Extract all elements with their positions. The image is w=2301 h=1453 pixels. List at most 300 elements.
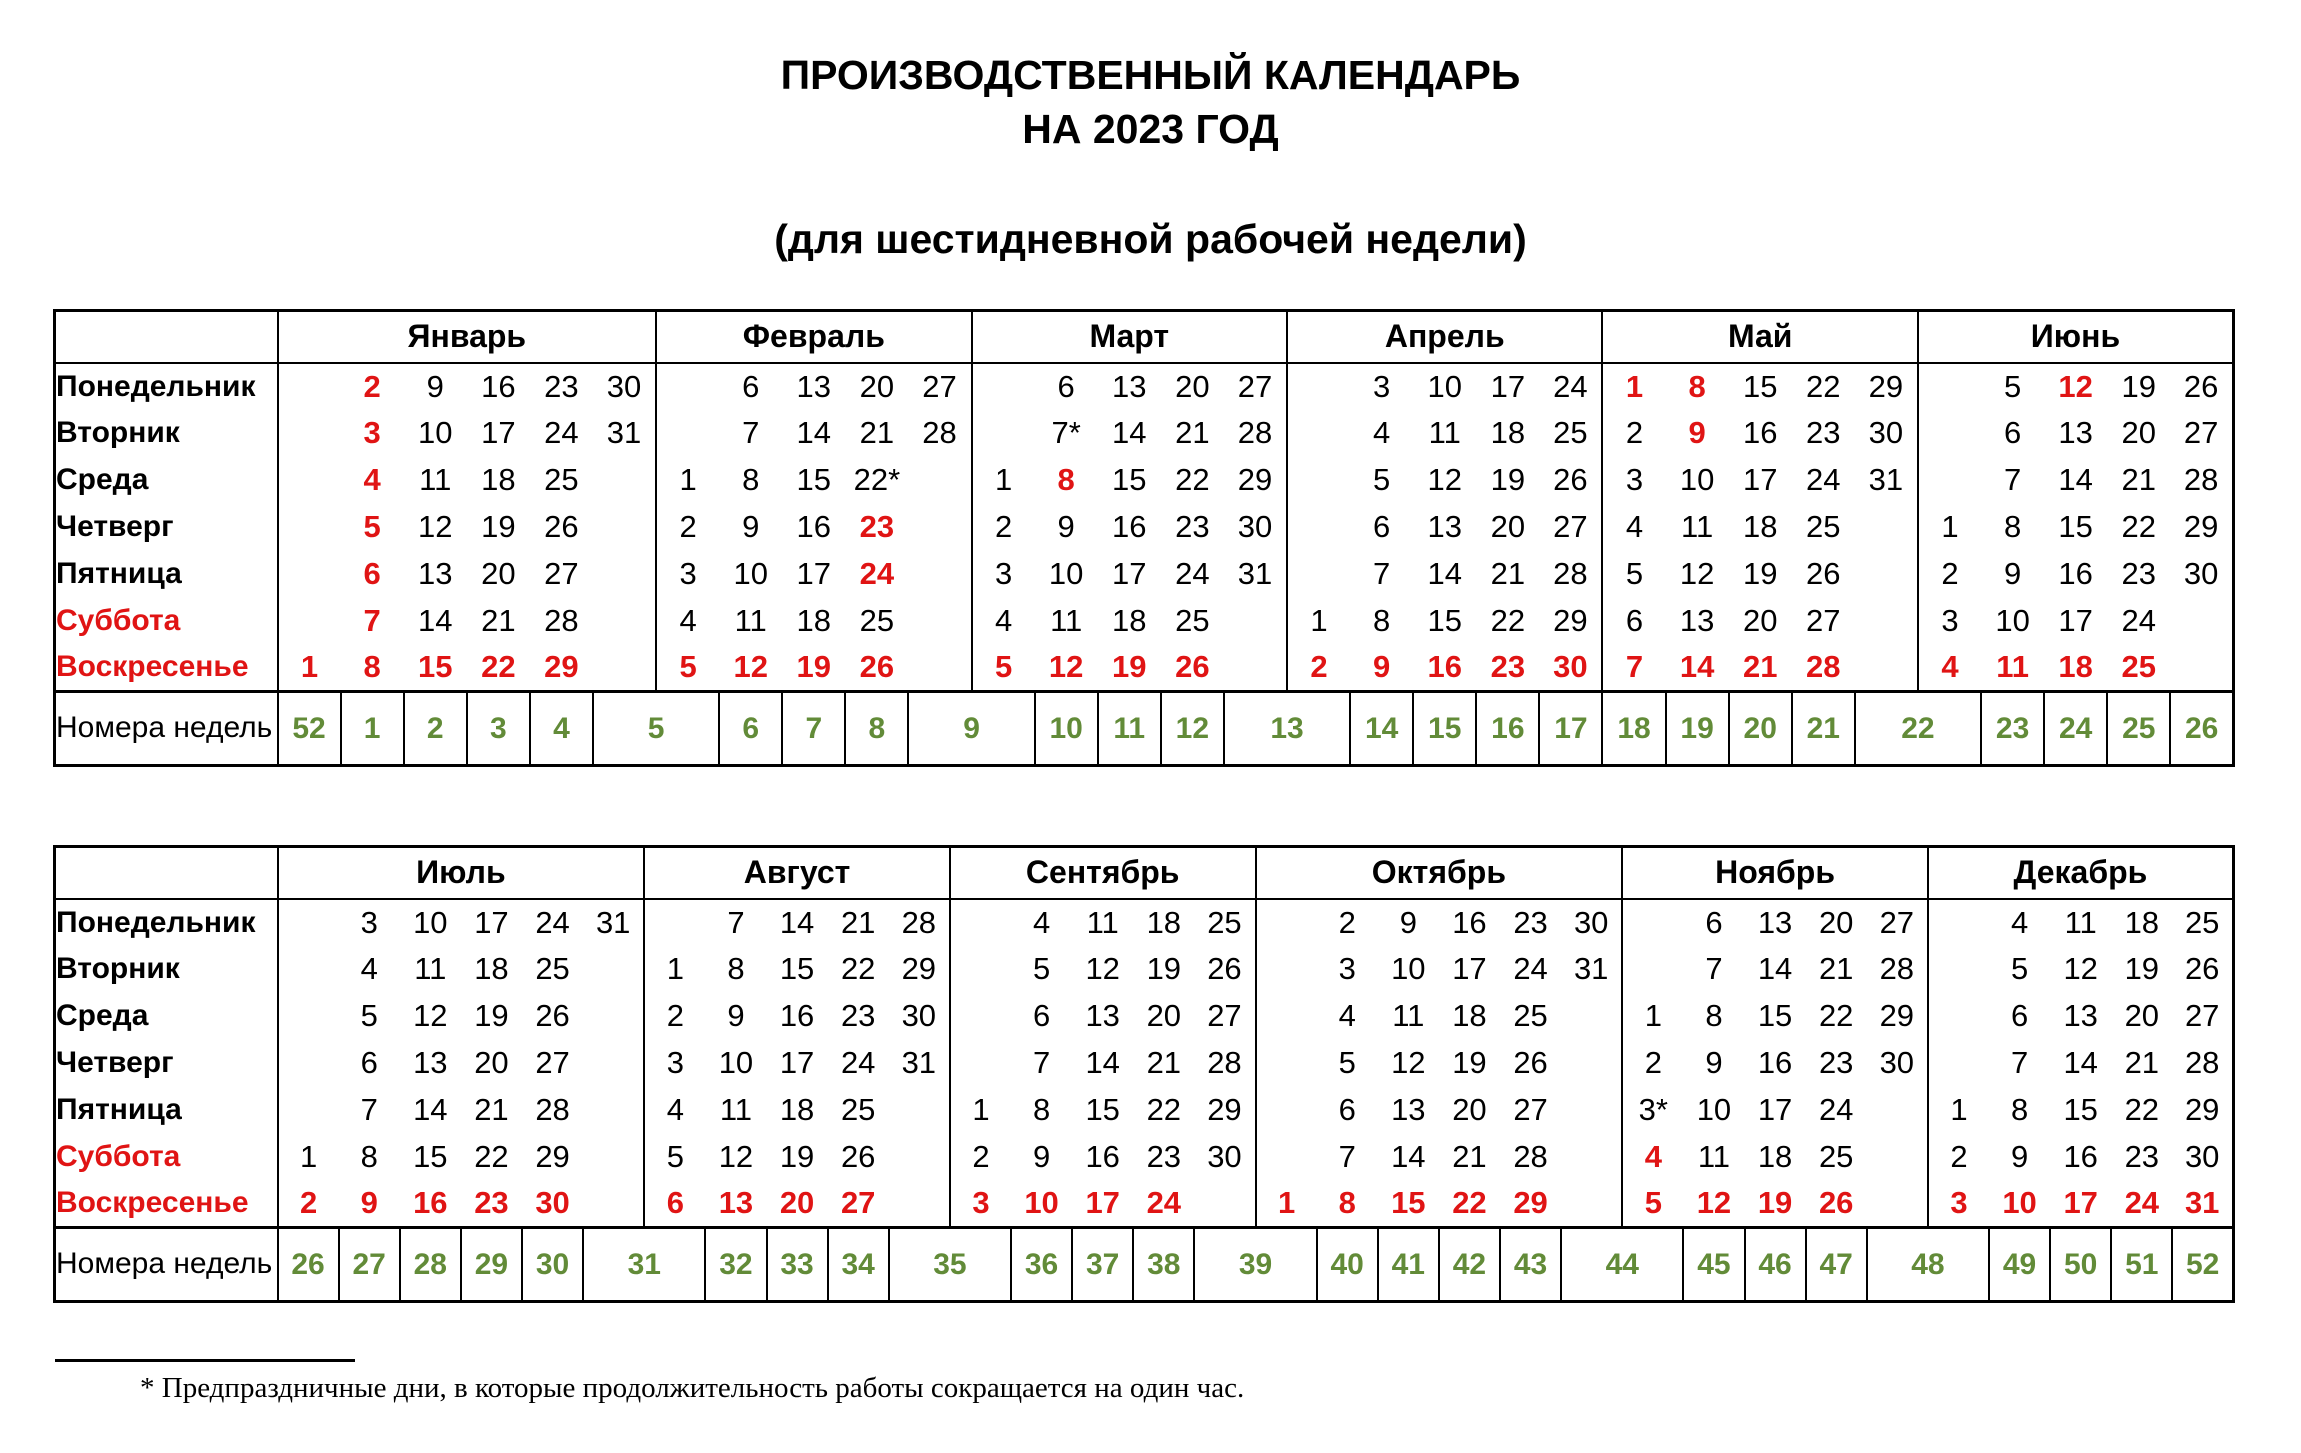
date-cell: 24 (544, 415, 579, 451)
week-number-cell: 38 (1133, 1228, 1194, 1302)
date-cell: 27 (535, 1045, 570, 1081)
date-cell: 19 (481, 509, 516, 545)
date-cell: 30 (1553, 649, 1588, 685)
date-cell: 21 (1742, 649, 1778, 685)
date-cell: 17 (1742, 462, 1778, 498)
date-cell (278, 993, 339, 1040)
date-cell: 2 (1287, 645, 1350, 692)
date-cell: 10 (2002, 1185, 2037, 1221)
date-cell: 24 (840, 1045, 876, 1081)
date-cell: 22 (1818, 998, 1854, 1034)
date-cell: 27 (544, 556, 579, 592)
date-cell: 29 (1553, 603, 1588, 639)
day-label: Понедельник (56, 369, 256, 403)
date-cell: 25 (1806, 509, 1841, 545)
week-number-cell: 42 (1439, 1228, 1500, 1302)
date-cell: 2 (972, 504, 1035, 551)
date-cell (1918, 457, 1981, 504)
date-cell: 26 (1553, 462, 1588, 498)
date-cell: 5 (656, 645, 719, 692)
date-cell: 29 (1237, 462, 1273, 498)
date-cell: 11 (1996, 649, 2029, 685)
date-cell: 29 (544, 649, 579, 685)
date-cell: 12 (417, 509, 453, 545)
date-cell (278, 504, 341, 551)
date-cell: 11 (1428, 415, 1461, 451)
date-cell: 4 (1918, 645, 1981, 692)
date-cell (950, 899, 1011, 946)
date-cell: 10 (1048, 556, 1084, 592)
month-header: Сентябрь (950, 847, 1256, 899)
date-cell: 30 (535, 1185, 570, 1221)
date-cell (950, 946, 1011, 993)
date-cell (278, 899, 339, 946)
date-cell: 18 (1112, 603, 1147, 639)
corner-cell (55, 847, 278, 899)
date-cell (583, 1134, 644, 1181)
date-cell: 9 (1057, 509, 1075, 545)
date-cell: 20 (1452, 1092, 1487, 1128)
date-cell: 28 (1806, 649, 1841, 685)
date-cell: 12 (2058, 368, 2093, 404)
week-number-cell: 29 (461, 1228, 522, 1302)
date-cell: 12 (1085, 951, 1120, 987)
date-cell: 11 (1086, 904, 1119, 940)
date-cell: 15 (779, 951, 815, 987)
date-cell: 1 (1602, 363, 1665, 410)
date-cell: 12 (413, 998, 448, 1034)
week-number-cell: 19 (1666, 692, 1729, 766)
month-header: Август (644, 847, 950, 899)
day-label: Пятница (56, 1093, 182, 1127)
date-cell (1918, 410, 1981, 457)
date-cell (593, 598, 656, 645)
date-cell: 22 (1490, 603, 1526, 639)
date-cell: 3 (972, 551, 1035, 598)
week-number-cell: 39 (1194, 1228, 1316, 1302)
date-cell: 22 (474, 1139, 509, 1175)
day-label: Суббота (56, 1140, 181, 1174)
date-cell: 2 (656, 504, 719, 551)
date-cell (1918, 363, 1981, 410)
date-cell: 15 (1112, 462, 1147, 498)
day-label: Воскресенье (56, 650, 249, 684)
date-cell: 17 (1112, 556, 1147, 592)
date-cell (593, 551, 656, 598)
date-cell: 13 (417, 556, 453, 592)
date-cell: 23 (840, 998, 876, 1034)
week-number-cell: 1 (341, 692, 404, 766)
date-cell: 17 (779, 1045, 815, 1081)
day-label: Пятница (56, 557, 182, 591)
week-number-cell: 47 (1806, 1228, 1867, 1302)
date-cell (2170, 598, 2233, 645)
week-number-cell: 2 (404, 692, 467, 766)
week-number-cell: 33 (767, 1228, 828, 1302)
date-cell (1256, 899, 1317, 946)
date-cell: 10 (1024, 1185, 1059, 1221)
date-cell: 27 (1207, 998, 1242, 1034)
week-number-cell: 49 (1989, 1228, 2050, 1302)
date-cell: 3 (950, 1181, 1011, 1228)
date-cell: 11 (1392, 998, 1425, 1034)
date-cell: 6 (363, 556, 381, 592)
date-cell: 13 (1112, 368, 1147, 404)
date-cell: 23 (1806, 415, 1841, 451)
date-cell: 23 (1175, 509, 1210, 545)
date-cell: 26 (1207, 951, 1242, 987)
date-cell: 10 (1679, 462, 1715, 498)
page-title (0, 0, 2301, 156)
date-cell (583, 1040, 644, 1087)
date-cell (1224, 598, 1287, 645)
date-cell (908, 551, 971, 598)
date-cell (1561, 1087, 1622, 1134)
date-cell: 19 (1757, 1185, 1793, 1221)
week-number-cell: 18 (1602, 692, 1665, 766)
date-cell: 14 (1757, 951, 1793, 987)
date-cell: 21 (481, 603, 516, 639)
date-cell: 20 (2121, 415, 2156, 451)
date-cell: 18 (1742, 509, 1778, 545)
date-cell: 11 (2064, 904, 2097, 940)
date-cell: 24 (1175, 556, 1210, 592)
date-cell (950, 1040, 1011, 1087)
date-cell: 1 (950, 1087, 1011, 1134)
date-cell: 8 (742, 462, 760, 498)
week-number-cell: 5 (593, 692, 719, 766)
date-cell (889, 1134, 950, 1181)
date-cell: 31 (2184, 1185, 2220, 1221)
date-cell (1867, 1181, 1928, 1228)
date-cell (1855, 598, 1918, 645)
date-cell (278, 410, 341, 457)
week-number-cell: 37 (1072, 1228, 1133, 1302)
date-cell: 26 (1175, 649, 1210, 685)
date-cell: 7 (742, 415, 760, 451)
date-cell: 7 (360, 1092, 378, 1128)
date-cell (908, 457, 971, 504)
week-number-cell: 43 (1500, 1228, 1561, 1302)
date-cell: 3 (1373, 368, 1391, 404)
month-header: Июль (278, 847, 645, 899)
date-cell: 10 (733, 556, 768, 592)
week-number-cell: 35 (889, 1228, 1011, 1302)
date-cell: 14 (1112, 415, 1147, 451)
date-cell (583, 946, 644, 993)
date-cell: 25 (1175, 603, 1210, 639)
date-cell: 2 (1928, 1134, 1989, 1181)
date-cell (278, 457, 341, 504)
date-cell: 5 (644, 1134, 705, 1181)
date-cell (1928, 993, 1989, 1040)
date-cell: 28 (922, 415, 957, 451)
week-number-cell: 20 (1729, 692, 1792, 766)
date-cell: 19 (1452, 1045, 1487, 1081)
date-cell: 1 (656, 457, 719, 504)
date-cell: 4 (2010, 904, 2029, 940)
date-cell: 19 (1742, 556, 1778, 592)
footnote-separator (55, 1359, 355, 1362)
date-cell (1256, 946, 1317, 993)
date-cell: 20 (1818, 904, 1854, 940)
date-cell: 20 (1146, 998, 1182, 1034)
date-cell (1561, 1134, 1622, 1181)
month-header: Февраль (656, 311, 971, 363)
date-cell: 10 (1995, 603, 2030, 639)
date-cell: 25 (840, 1092, 876, 1128)
date-cell: 12 (2063, 951, 2098, 987)
week-number-cell: 4 (530, 692, 593, 766)
date-cell: 15 (796, 462, 832, 498)
date-cell: 9 (742, 509, 760, 545)
date-cell: 30 (1237, 509, 1273, 545)
date-cell: 16 (413, 1185, 448, 1221)
week-number-cell: 12 (1161, 692, 1224, 766)
date-cell: 21 (1452, 1139, 1487, 1175)
date-cell: 7* (1051, 415, 1081, 451)
week-number-cell: 44 (1561, 1228, 1683, 1302)
date-cell: 9 (1705, 1045, 1723, 1081)
date-cell: 10 (413, 904, 448, 940)
date-cell: 31 (606, 415, 642, 451)
calendar-table-second-half (53, 845, 2235, 1303)
date-cell: 28 (2184, 1045, 2220, 1081)
date-cell: 16 (1427, 649, 1462, 685)
date-cell (1287, 410, 1350, 457)
date-cell: 2 (1918, 551, 1981, 598)
date-cell: 24 (1818, 1092, 1854, 1128)
date-cell: 22 (2124, 1092, 2160, 1128)
date-cell: 25 (1553, 415, 1588, 451)
date-cell: 8 (2003, 509, 2022, 545)
date-cell: 6 (742, 368, 760, 404)
date-cell: 30 (1573, 904, 1609, 940)
day-label: Среда (56, 463, 149, 497)
footnote: * Предпраздничные дни, в которые продолжительность работы сокращается на один час. (140, 1372, 1245, 1405)
date-cell: 30 (1879, 1045, 1915, 1081)
date-cell: 17 (796, 556, 832, 592)
date-cell: 3 (656, 551, 719, 598)
date-cell: 30 (901, 998, 937, 1034)
date-cell: 16 (481, 368, 516, 404)
month-header: Январь (278, 311, 657, 363)
date-cell: 30 (1207, 1139, 1242, 1175)
date-cell (1256, 1040, 1317, 1087)
date-cell: 8 (360, 1139, 378, 1175)
week-number-cell: 15 (1413, 692, 1476, 766)
date-cell: 25 (544, 462, 579, 498)
date-cell: 9 (727, 998, 745, 1034)
date-cell: 28 (1237, 415, 1273, 451)
week-number-cell: 3 (467, 692, 530, 766)
date-cell (644, 899, 705, 946)
date-cell: 29 (2183, 509, 2219, 545)
date-cell: 31 (1237, 556, 1273, 592)
date-cell (656, 410, 719, 457)
week-number-cell: 21 (1792, 692, 1855, 766)
date-cell: 22 (2121, 509, 2156, 545)
date-cell: 19 (1490, 462, 1526, 498)
date-cell: 6 (1338, 1092, 1356, 1128)
calendar-table-first-half (53, 309, 2235, 767)
date-cell (1855, 645, 1918, 692)
date-cell: 6 (1032, 998, 1051, 1034)
date-cell: 24 (2124, 1185, 2160, 1221)
date-cell (278, 363, 341, 410)
date-cell: 17 (2058, 603, 2093, 639)
date-cell: 1 (644, 946, 705, 993)
date-cell: 15 (417, 649, 453, 685)
date-cell: 26 (2184, 951, 2220, 987)
date-cell: 20 (481, 556, 516, 592)
date-cell: 24 (1146, 1185, 1182, 1221)
date-cell: 22 (1452, 1185, 1487, 1221)
date-cell: 20 (2124, 998, 2160, 1034)
date-cell: 22 (1175, 462, 1210, 498)
date-cell: 6 (1705, 904, 1723, 940)
date-cell (278, 1040, 339, 1087)
date-cell: 21 (859, 415, 895, 451)
date-cell: 16 (1757, 1045, 1793, 1081)
date-cell: 18 (1452, 998, 1487, 1034)
date-cell (1287, 363, 1350, 410)
date-cell: 16 (2058, 556, 2093, 592)
date-cell: 27 (1879, 904, 1915, 940)
week-number-cell: 30 (522, 1228, 583, 1302)
date-cell: 28 (901, 904, 937, 940)
date-cell: 13 (2063, 998, 2098, 1034)
date-cell (1928, 1040, 1989, 1087)
date-cell (278, 1087, 339, 1134)
date-cell: 5 (972, 645, 1035, 692)
week-number-cell: 26 (278, 1228, 339, 1302)
week-number-cell: 34 (828, 1228, 889, 1302)
date-cell: 30 (2183, 556, 2219, 592)
date-cell: 4 (363, 462, 381, 498)
date-cell: 3 (360, 904, 378, 940)
date-cell (1928, 899, 1989, 946)
date-cell: 22 (1806, 368, 1841, 404)
date-cell: 10 (1391, 951, 1426, 987)
date-cell: 6 (1602, 598, 1665, 645)
date-cell (972, 410, 1035, 457)
date-cell: 19 (779, 1139, 815, 1175)
date-cell: 18 (796, 603, 832, 639)
date-cell (583, 1181, 644, 1228)
date-cell: 8 (1338, 1185, 1356, 1221)
date-cell: 28 (535, 1092, 570, 1128)
date-cell: 4 (1622, 1134, 1683, 1181)
month-header: Октябрь (1256, 847, 1623, 899)
date-cell: 13 (413, 1045, 448, 1081)
date-cell: 29 (1207, 1092, 1242, 1128)
date-cell: 19 (2121, 368, 2156, 404)
date-cell: 11 (414, 951, 447, 987)
date-cell: 21 (1818, 951, 1854, 987)
date-cell: 23 (1490, 649, 1526, 685)
date-cell: 23 (859, 509, 895, 545)
date-cell: 7 (2010, 1045, 2029, 1081)
date-cell: 1 (278, 645, 341, 692)
week-number-cell: 48 (1867, 1228, 1989, 1302)
week-number-cell: 11 (1098, 692, 1161, 766)
date-cell: 2 (363, 368, 381, 404)
date-cell: 4 (1602, 504, 1665, 551)
week-number-cell: 52 (2172, 1228, 2233, 1302)
date-cell: 18 (779, 1092, 815, 1128)
date-cell: 4 (656, 598, 719, 645)
date-cell (1287, 504, 1350, 551)
date-cell: 1 (972, 457, 1035, 504)
date-cell: 21 (840, 904, 876, 940)
week-number-cell: 10 (1035, 692, 1098, 766)
date-cell: 31 (901, 1045, 937, 1081)
date-cell: 28 (1207, 1045, 1242, 1081)
date-cell: 13 (1085, 998, 1120, 1034)
date-cell (593, 504, 656, 551)
date-cell: 14 (1391, 1139, 1426, 1175)
date-cell: 6 (644, 1181, 705, 1228)
date-cell: 23 (474, 1185, 509, 1221)
date-cell: 29 (2184, 1092, 2220, 1128)
date-cell (1867, 1087, 1928, 1134)
date-cell: 25 (535, 951, 570, 987)
date-cell: 20 (859, 368, 895, 404)
date-cell: 27 (1237, 368, 1273, 404)
date-cell: 16 (1742, 415, 1778, 451)
date-cell: 16 (2063, 1139, 2098, 1175)
date-cell: 15 (1391, 1185, 1426, 1221)
date-cell: 6 (360, 1045, 378, 1081)
date-cell: 9 (360, 1185, 378, 1221)
date-cell: 20 (1175, 368, 1210, 404)
date-cell (1287, 551, 1350, 598)
date-cell: 23 (544, 368, 579, 404)
month-header: Апрель (1287, 311, 1602, 363)
date-cell: 16 (1085, 1139, 1120, 1175)
date-cell: 5 (2010, 951, 2029, 987)
date-cell: 3 (1928, 1181, 1989, 1228)
date-cell: 17 (1085, 1185, 1120, 1221)
date-cell: 26 (2183, 368, 2219, 404)
week-number-cell: 40 (1317, 1228, 1378, 1302)
date-cell: 23 (1146, 1139, 1182, 1175)
date-cell: 5 (1373, 462, 1391, 498)
date-cell (972, 363, 1035, 410)
date-cell: 17 (2063, 1185, 2098, 1221)
date-cell: 19 (1146, 951, 1182, 987)
date-cell: 18 (1757, 1139, 1793, 1175)
date-cell: 14 (417, 603, 453, 639)
date-cell: 23 (2124, 1139, 2160, 1175)
date-cell: 6 (1057, 368, 1075, 404)
week-number-cell: 36 (1011, 1228, 1072, 1302)
date-cell: 16 (1452, 904, 1487, 940)
date-cell: 11 (419, 462, 452, 498)
date-cell (656, 363, 719, 410)
date-cell: 27 (2184, 998, 2220, 1034)
week-number-cell: 23 (1981, 692, 2044, 766)
date-cell: 8 (1705, 998, 1723, 1034)
date-cell: 14 (779, 904, 815, 940)
date-cell: 22 (1146, 1092, 1182, 1128)
date-cell: 17 (481, 415, 516, 451)
date-cell (2170, 645, 2233, 692)
date-cell: 11 (1697, 1139, 1731, 1175)
month-header: Ноябрь (1622, 847, 1928, 899)
month-header: Декабрь (1928, 847, 2234, 899)
